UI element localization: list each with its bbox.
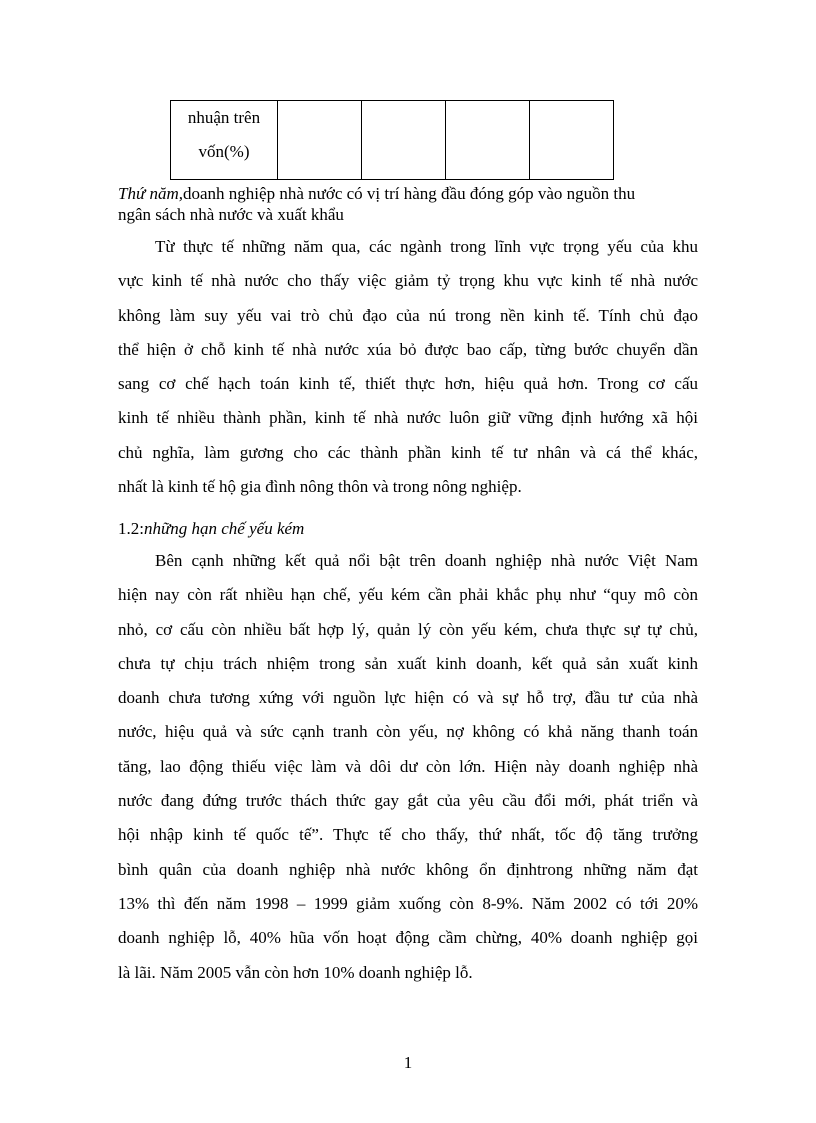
page-number: 1 bbox=[403, 1053, 413, 1072]
table-cell bbox=[362, 101, 446, 180]
paragraph-line: doanh nghiệp lỗ, 40% hũa vốn hoạt động cầm chừng, 40% doanh nghiệp gọi bbox=[118, 928, 698, 948]
table-row-label-cell bbox=[171, 101, 278, 180]
paragraph-line: thể hiện ở chỗ kinh tế nhà nước xúa bỏ được bao cấp, từng bước chuyển dần bbox=[118, 339, 698, 359]
caption-lead: Thứ năm, bbox=[118, 184, 184, 203]
table-row-label-line1: nhuận trên bbox=[187, 108, 261, 127]
caption-text-line1: doanh nghiệp nhà nước có vị trí hàng đầu đóng góp vào nguồn thu bbox=[183, 184, 636, 203]
table-row bbox=[171, 101, 614, 180]
paragraph-line: nhất là kinh tế hộ gia đình nông thôn và trong nông nghiệp. bbox=[118, 477, 522, 497]
data-table-fragment bbox=[170, 100, 614, 180]
paragraph-line: nước đang đứng trước thách thức gay gắt của yêu cầu đổi mới, phát triển và bbox=[118, 791, 698, 811]
paragraph-line: 13% thì đến năm 1998 – 1999 giảm xuống còn 8-9%. Năm 2002 có tới 20% bbox=[118, 893, 698, 913]
table-cell bbox=[446, 101, 530, 180]
paragraph-line: nhỏ, cơ cấu còn nhiều bất hợp lý, quản lý còn yếu kém, chưa thực sự tự chủ, bbox=[118, 619, 698, 639]
paragraph-line: Từ thực tế những năm qua, các ngành trong lĩnh vực trọng yếu của khu bbox=[155, 237, 698, 256]
paragraph-line: hiện nay còn rất nhiều hạn chế, yếu kém cần phải khắc phụ như “quy mô còn bbox=[118, 585, 698, 605]
paragraph-line: là lãi. Năm 2005 vẫn còn hơn 10% doanh nghiệp lỗ. bbox=[118, 962, 473, 982]
table-cell bbox=[530, 101, 614, 180]
section-title: những hạn chế yếu kém bbox=[143, 519, 305, 538]
caption-text-line2: ngân sách nhà nước và xuất khẩu bbox=[118, 205, 344, 224]
paragraph-line: hội nhập kinh tế quốc tế”. Thực tế cho thấy, thứ nhất, tốc độ tăng trưởng bbox=[118, 825, 698, 845]
paragraph-line: vực kinh tế nhà nước cho thấy việc giảm tỷ trọng khu vực kinh tế nhà nước bbox=[118, 271, 698, 291]
paragraph-line: chưa tự chịu trách nhiệm trong sản xuất kinh doanh, kết quả sản xuất kinh bbox=[118, 653, 698, 673]
table-cell bbox=[278, 101, 362, 180]
point-five-caption bbox=[118, 183, 718, 225]
paragraph-line: kinh tế nhiều thành phần, kinh tế nhà nước luôn giữ vững định hướng xã hội bbox=[118, 408, 698, 428]
paragraph-line: Bên cạnh những kết quả nổi bật trên doanh nghiệp nhà nước Việt Nam bbox=[155, 551, 698, 570]
paragraph-state-economy-role bbox=[118, 230, 698, 504]
paragraph-line: tăng, lao động thiếu việc làm và dôi dư còn lớn. Hiện này doanh nghiệp nhà bbox=[118, 756, 698, 776]
paragraph-line: doanh chưa tương xứng với nguồn lực hiện có và sự hỗ trợ, đầu tư của nhà bbox=[118, 688, 698, 708]
paragraph-line: chủ nghĩa, làm gương cho các thành phần kinh tế tư nhân và cá thể khác, bbox=[118, 442, 698, 462]
paragraph-line: sang cơ chế hạch toán kinh tế, thiết thực hơn, hiệu quả hơn. Trong cơ cấu bbox=[118, 374, 698, 394]
paragraph-line: không làm suy yếu vai trò chủ đạo của nú trong nền kinh tế. Tính chủ đạo bbox=[118, 305, 698, 325]
section-heading bbox=[118, 517, 304, 541]
table-row-label-line2: vốn(%) bbox=[198, 142, 250, 161]
section-number: 1.2: bbox=[118, 519, 144, 538]
paragraph-limitations bbox=[118, 544, 698, 990]
paragraph-line: bình quân của doanh nghiệp nhà nước không ổn địnhtrong những năm đạt bbox=[118, 859, 698, 879]
paragraph-line: nước, hiệu quả và sức cạnh tranh còn yếu, nợ không có khả năng thanh toán bbox=[118, 722, 698, 742]
